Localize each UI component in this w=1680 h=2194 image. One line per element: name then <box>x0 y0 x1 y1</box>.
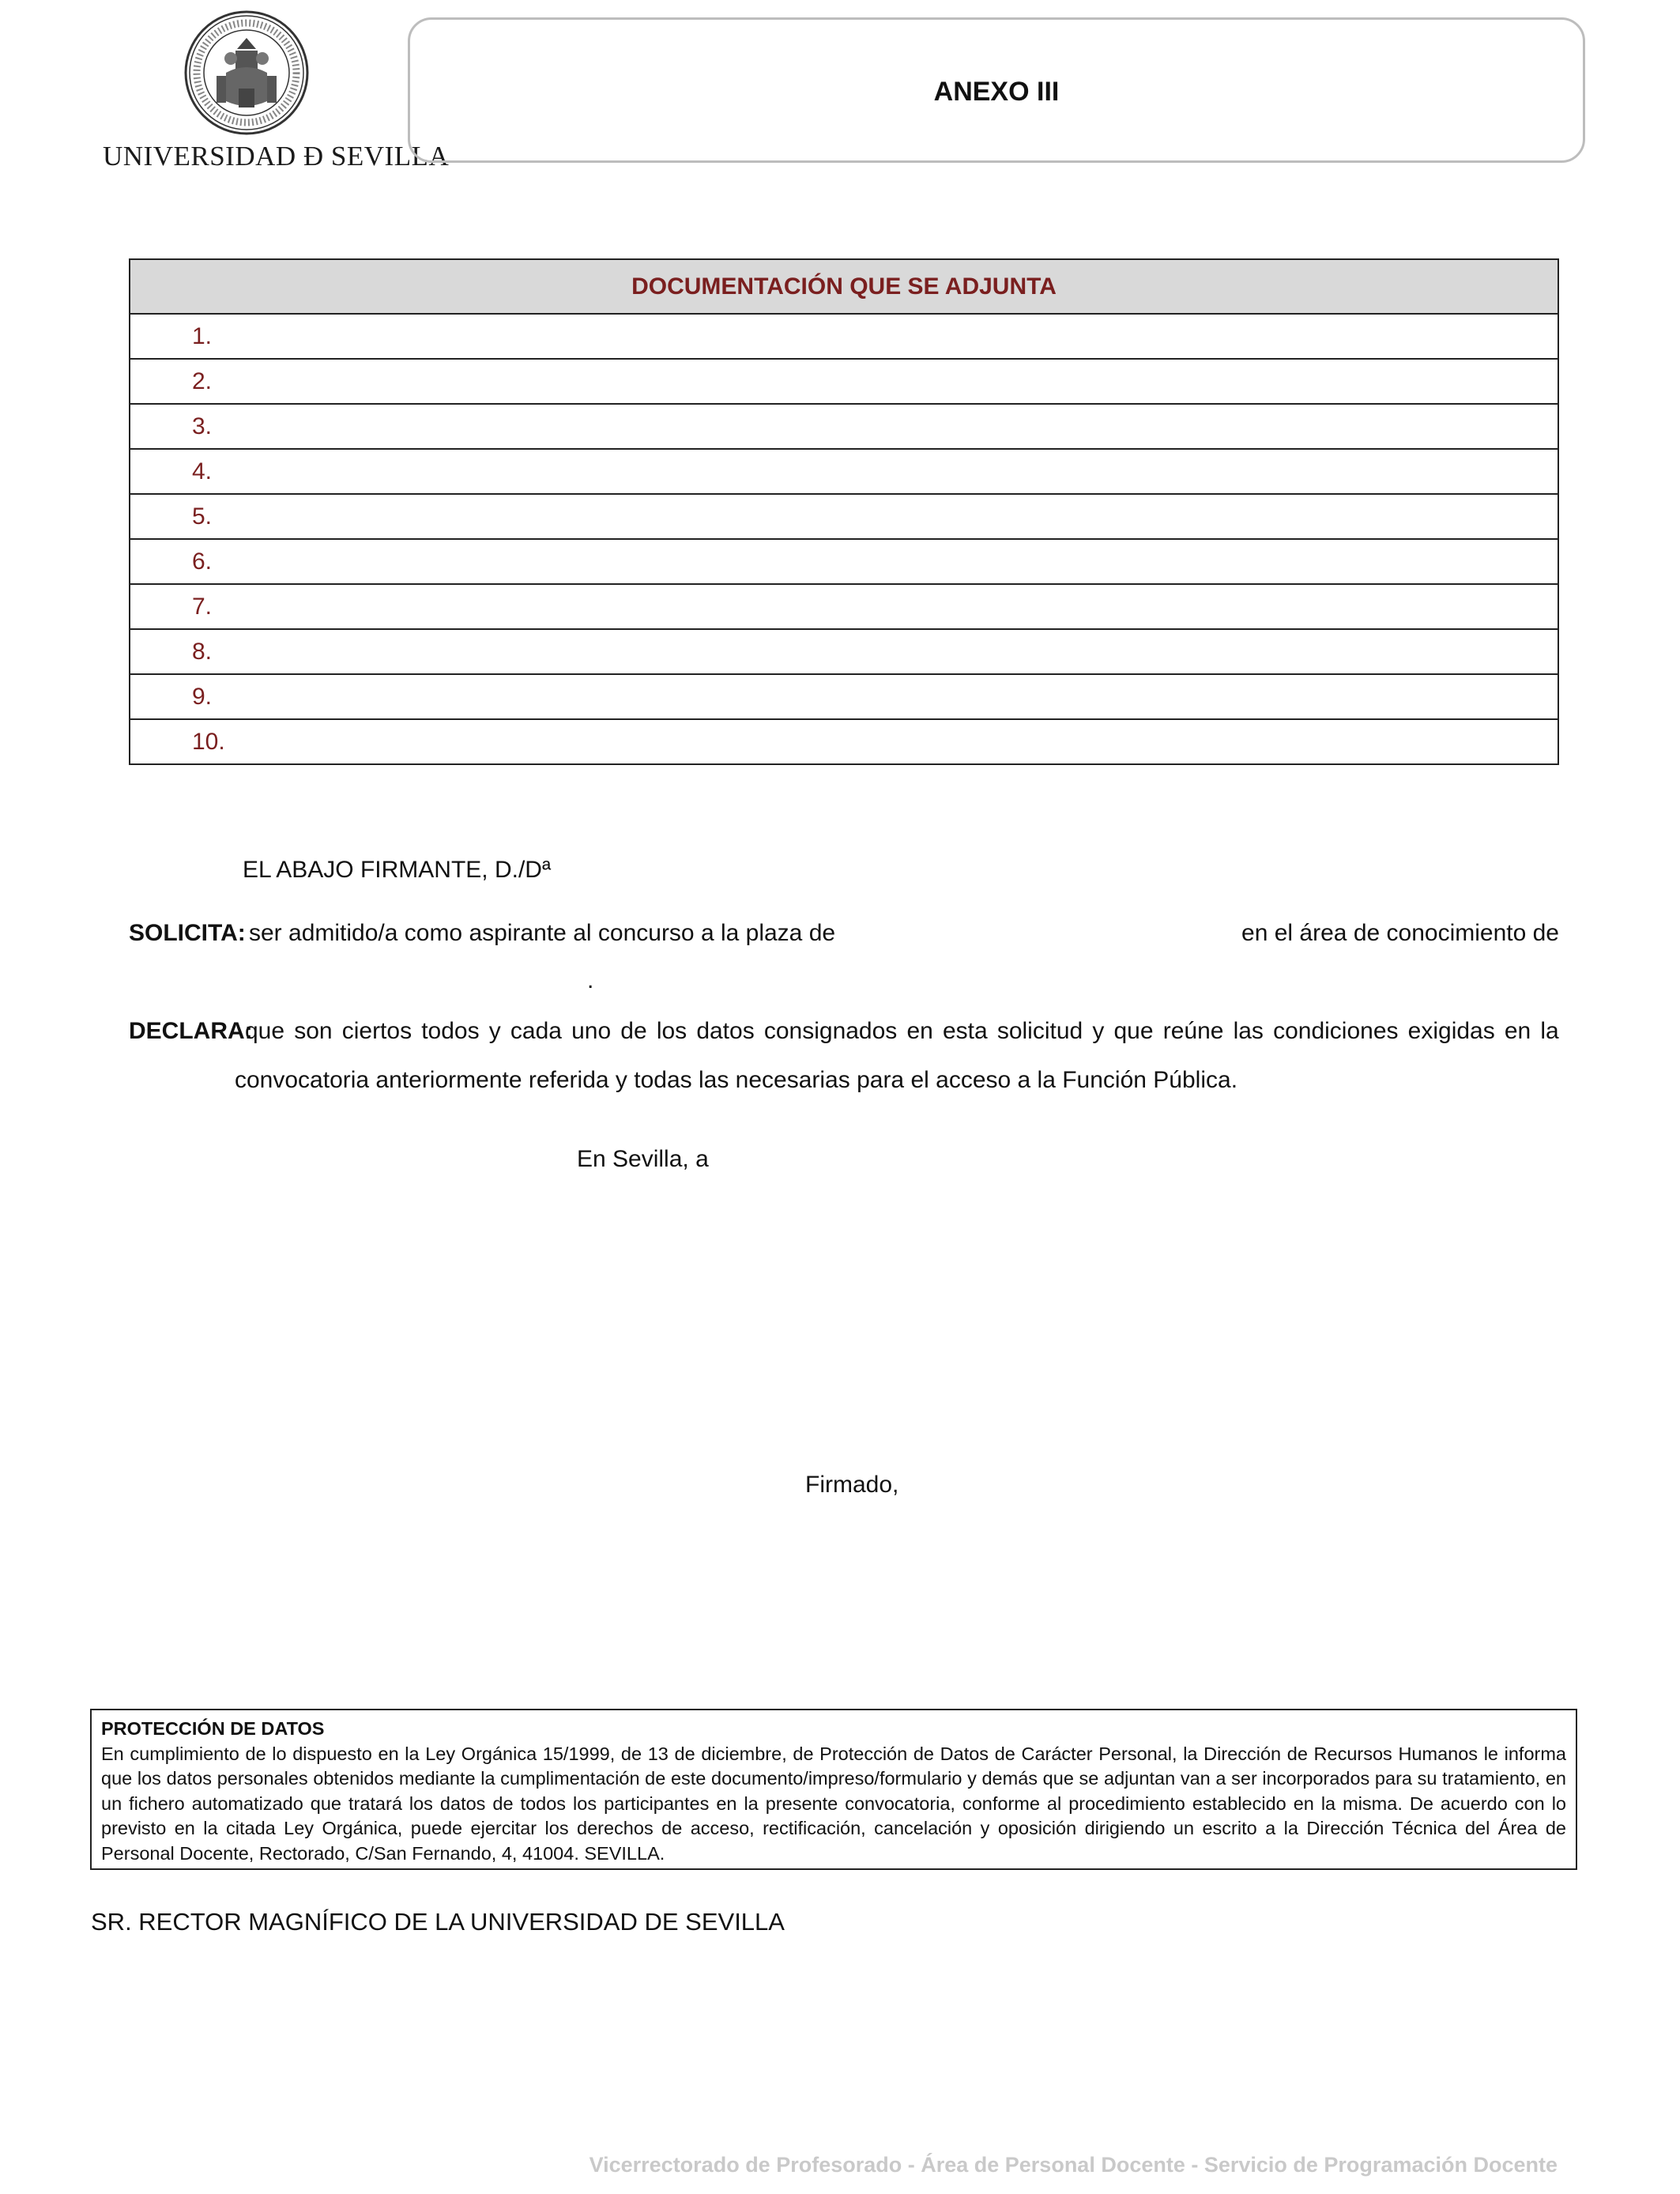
university-seal-icon <box>183 9 310 136</box>
solicita-text: ser admitido/a como aspirante al concurso a la plaza de <box>249 920 836 946</box>
declara-word: ciertos <box>341 1018 412 1044</box>
annex-title-box <box>408 17 1585 163</box>
declara-word: y <box>488 1018 501 1044</box>
table-row[interactable] <box>130 674 1558 719</box>
declara-word: solicitud <box>996 1018 1083 1044</box>
declara-word: reúne <box>1162 1018 1224 1044</box>
declara-word: son <box>294 1018 333 1044</box>
document-item[interactable]: 5. <box>130 494 1558 539</box>
data-protection-title: PROTECCIÓN DE DATOS <box>101 1718 325 1739</box>
declara-word: datos <box>696 1018 755 1044</box>
signature-label: Firmado, <box>805 1472 899 1498</box>
table-row[interactable] <box>130 314 1558 359</box>
solicita-area-text: en el área de conocimiento de <box>1241 920 1559 946</box>
addressee: SR. RECTOR MAGNÍFICO DE LA UNIVERSIDAD DE SEVILLA <box>91 1908 785 1936</box>
declara-label: DECLARA: <box>129 1018 253 1044</box>
declara-line-1 <box>245 1018 1559 1045</box>
declara-word: y <box>1092 1018 1105 1044</box>
university-name: UNIVERSIDAD Ð SEVILLA <box>103 141 450 172</box>
university-logo <box>103 9 450 172</box>
declara-word: consignados <box>763 1018 898 1044</box>
declara-word: condiciones <box>1273 1018 1399 1044</box>
declara-word: en <box>1504 1018 1531 1044</box>
declara-word: de <box>620 1018 647 1044</box>
table-row[interactable] <box>130 629 1558 674</box>
document-item[interactable]: 3. <box>130 404 1558 449</box>
document-item[interactable]: 9. <box>130 674 1558 719</box>
declara-word: todos <box>421 1018 480 1044</box>
table-row[interactable] <box>130 449 1558 494</box>
declara-word: los <box>656 1018 687 1044</box>
data-protection-body: En cumplimiento de lo dispuesto en la Ley Orgánica 15/1999, de 13 de diciembre, de Protección de Datos de Carácter Personal, la Dirección de Recursos Humanos le informa que los datos personales obtenidos mediante la cumplimentación de este documento/impreso/formulario y demás que se adjuntan van a ser incorporados para su tratamiento, en un fichero automatizado que tratará los datos de todos los participantes en la presente convocatoria, conforme al procedimiento establecido en la misma. De acuerdo con lo previsto en la citada Ley Orgánica, puede ejercitar los derechos de acceso, rectificación, cancelación y oposición dirigiendo un escrito a la Dirección Técnica del Área de Personal Docente, Rectorado, C/San Fernando, 4, 41004. SEVILLA. <box>101 1743 1566 1864</box>
declara-word: cada <box>510 1018 562 1044</box>
signer-label: EL ABAJO FIRMANTE, D./Dª <box>243 857 552 883</box>
document-item[interactable]: 4. <box>130 449 1558 494</box>
table-row[interactable] <box>130 359 1558 404</box>
table-row[interactable] <box>130 539 1558 584</box>
declara-word: en <box>906 1018 933 1044</box>
declara-word: uno <box>571 1018 612 1044</box>
document-item[interactable]: 7. <box>130 584 1558 629</box>
declara-word: las <box>1233 1018 1264 1044</box>
declara-word: que <box>1113 1018 1154 1044</box>
document-item[interactable]: 10. <box>130 719 1558 764</box>
declara-line-2: convocatoria anteriormente referida y todas las necesarias para el acceso a la Función Pública. <box>235 1067 1238 1093</box>
solicita-end: . <box>587 967 594 993</box>
declara-word: esta <box>942 1018 988 1044</box>
solicita-label: SOLICITA: <box>129 920 246 946</box>
documentation-heading: DOCUMENTACIÓN QUE SE ADJUNTA <box>130 259 1558 314</box>
table-row[interactable] <box>130 494 1558 539</box>
table-row[interactable] <box>130 404 1558 449</box>
declara-word: la <box>1540 1018 1559 1044</box>
document-item[interactable]: 6. <box>130 539 1558 584</box>
table-row[interactable] <box>130 584 1558 629</box>
document-item[interactable]: 8. <box>130 629 1558 674</box>
declara-word: exigidas <box>1407 1018 1495 1044</box>
annex-title: ANEXO III <box>933 77 1060 107</box>
documentation-table <box>129 258 1559 765</box>
page-footer: Vicerrectorado de Profesorado - Área de Personal Docente - Servicio de Programación Docente <box>589 2153 1558 2177</box>
data-protection-notice <box>90 1709 1577 1870</box>
document-item[interactable]: 1. <box>130 314 1558 359</box>
document-item[interactable]: 2. <box>130 359 1558 404</box>
place-date: En Sevilla, a <box>577 1146 709 1172</box>
table-row[interactable] <box>130 719 1558 764</box>
declara-word: que <box>245 1018 285 1044</box>
